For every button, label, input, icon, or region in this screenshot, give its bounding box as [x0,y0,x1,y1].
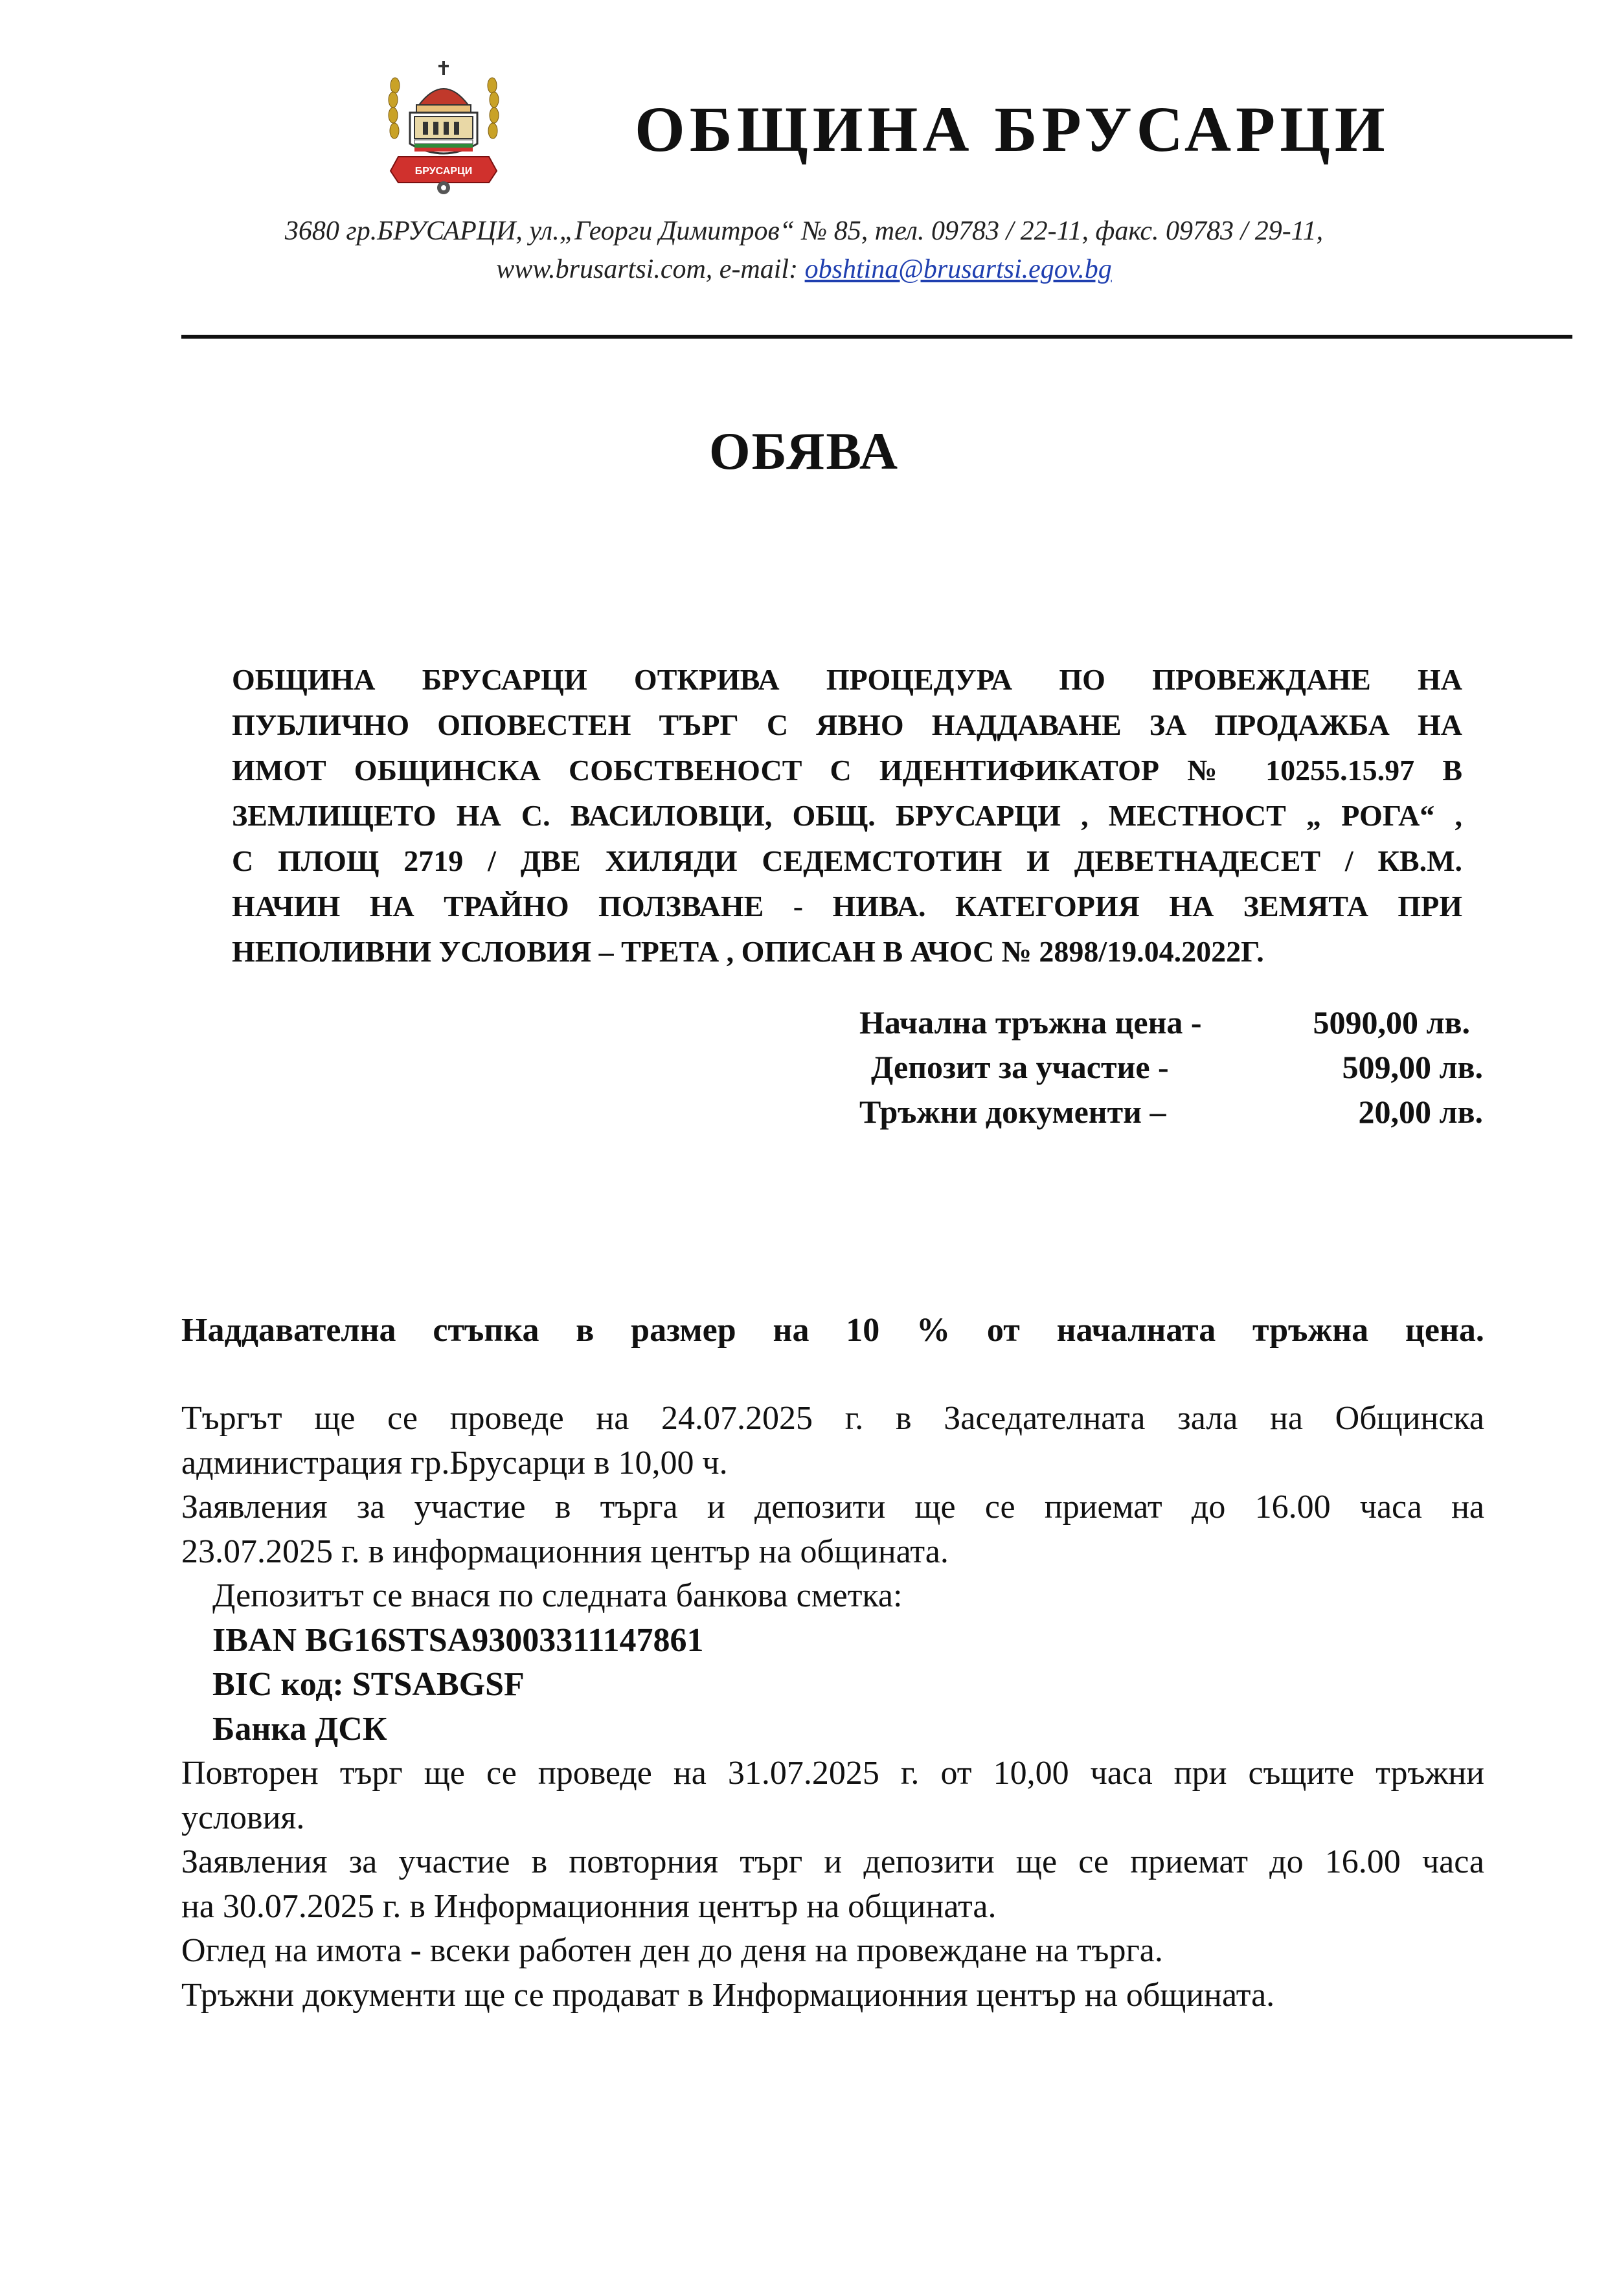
bank-name: Банка ДСК [212,1710,387,1748]
step-word: от [986,1312,1020,1349]
announcement-body [181,1397,1484,2018]
tender-documents-value: 20,00 лв. [1358,1094,1483,1130]
document-title: ОБЯВА [708,422,900,480]
repeat-applications-line: на 30.07.2025 г. в Информационния център на общината. [181,1887,997,1925]
iban-number: IBAN BG16STSA93003311147861 [212,1621,704,1659]
bic-code: BIC код: STSABGSF [212,1666,525,1703]
step-word: размер [631,1312,736,1349]
step-word: стъпка [433,1312,539,1349]
repeat-applications-line: Заявления за участие в повторния търг и депозити ще се приемат до 16.00 часа [181,1843,1484,1880]
deposit-value: 509,00 лв. [1342,1049,1483,1085]
step-word: % [916,1312,951,1349]
intro-line: ПУБЛИЧНО ОПОВЕСТЕН ТЪРГ С ЯВНО НАДДАВАНЕ ЗА ПРОДАЖБА НА [232,708,1462,741]
deposit-instructions: Депозитът се внася по следната банкова сметка: [212,1577,903,1614]
contact-website-prefix: www.brusartsi.com, e-mail: [496,254,805,284]
intro-line: ИМОТ ОБЩИНСКА СОБСТВЕНОСТ С ИДЕНТИФИКАТОР № 10255.15.97 В [232,754,1462,787]
auction-date-line: администрация гр.Брусарци в 10,00 ч. [181,1444,728,1481]
inspection-line: Оглед на имота - всеки работен ден до деня на провеждане на търга. [181,1932,1163,1969]
logo-ribbon-text: БРУСАРЦИ [414,166,473,177]
header-divider [181,335,1572,339]
step-word: 10 [846,1312,880,1349]
contact-address-line: 3680 гр.БРУСАРЦИ, ул.„Георги Димитров“ № 85, тел. 09783 / 22-11, факс. 09783 / 29-11, [284,216,1324,246]
step-word: в [576,1312,595,1349]
step-word: Наддавателна [181,1312,396,1349]
auction-date-line: Търгът ще се проведе на 24.07.2025 г. в Заседателната зала на Общинска [181,1400,1484,1437]
applications-line: Заявления за участие в търга и депозити ще се приемат до 16.00 часа на [181,1489,1484,1525]
intro-line: ОБЩИНА БРУСАРЦИ ОТКРИВА ПРОЦЕДУРА ПО ПРОВЕЖДАНЕ НА [232,663,1462,696]
bidding-step-line [181,1311,1484,1349]
tender-documents-label: Тръжни документи – [859,1094,1166,1130]
step-word: цена. [1405,1312,1484,1349]
organization-title: ОБЩИНА БРУСАРЦИ [635,93,1390,165]
contact-web-email-line [0,254,1608,285]
step-word: тръжна [1252,1312,1369,1349]
starting-price-label: Начална тръжна цена - [859,1004,1202,1041]
deposit-label: Депозит за участие - [871,1049,1169,1085]
intro-line: С ПЛОЩ 2719 / ДВЕ ХИЛЯДИ СЕДЕМСТОТИН И ДЕВЕТНАДЕСЕТ / КВ.М. [232,844,1462,877]
announcement-intro [232,657,1462,974]
starting-price-value: 5090,00 лв. [1313,1004,1470,1041]
municipality-coat-of-arms [379,60,508,196]
intro-line: НАЧИН НА ТРАЙНО ПОЛЗВАНЕ - НИВА. КАТЕГОРИЯ НА ЗЕМЯТА ПРИ [232,890,1462,923]
intro-line: ЗЕМЛИЩЕТО НА С. ВАСИЛОВЦИ, ОБЩ. БРУСАРЦИ , МЕСТНОСТ „ РОГА“ , [232,799,1462,832]
documents-sale-line: Тръжни документи ще се продават в Информационния център на общината. [181,1976,1275,2014]
applications-line: 23.07.2025 г. в информационния център на общината. [181,1533,949,1570]
step-word: началната [1056,1312,1216,1349]
step-word: на [773,1312,810,1349]
email-link[interactable]: obshtina@brusartsi.egov.bg [804,254,1112,284]
repeat-auction-line: условия. [181,1799,305,1836]
repeat-auction-line: Повторен търг ще се проведе на 31.07.2025 г. от 10,00 часа при същите тръжни [181,1755,1484,1792]
intro-line: НЕПОЛИВНИ УСЛОВИЯ – ТРЕТА , ОПИСАН В АЧОС № 2898/19.04.2022Г. [232,935,1264,968]
